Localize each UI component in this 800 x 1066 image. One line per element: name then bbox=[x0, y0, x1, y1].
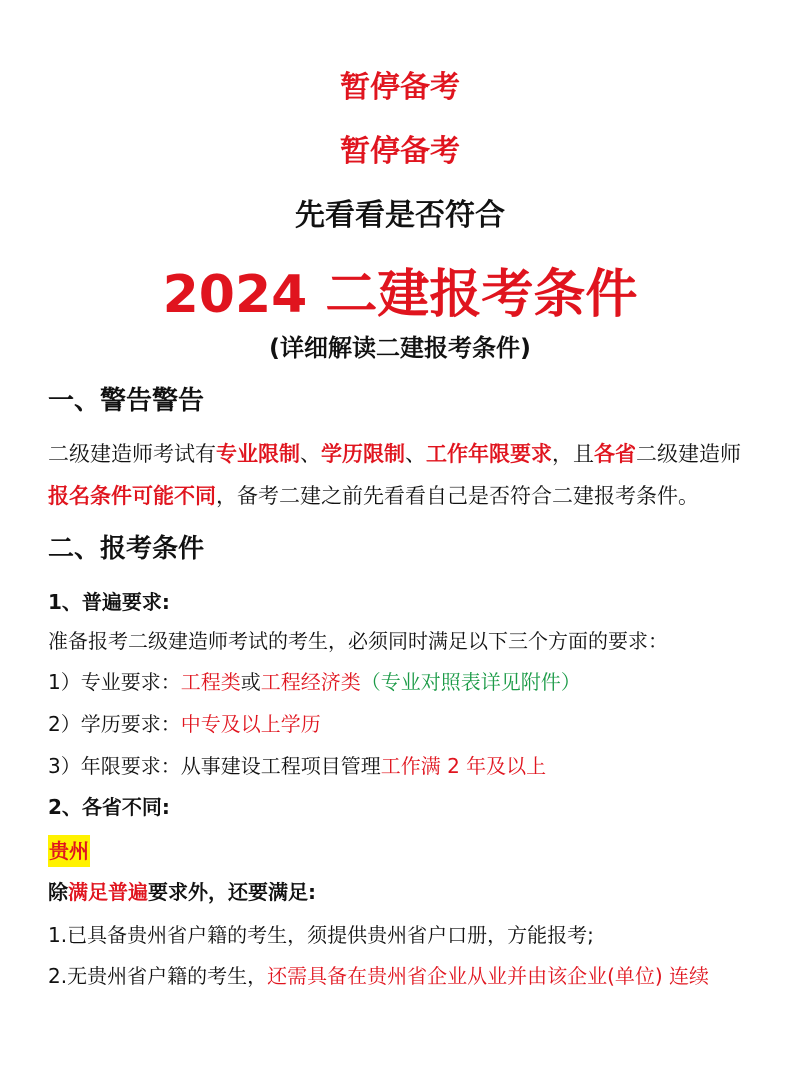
paragraph-line-2 bbox=[48, 480, 699, 510]
title-pause-2: 暂停备考 bbox=[340, 134, 460, 169]
subheading-province: 2、各省不同: bbox=[48, 795, 170, 819]
text: 、 bbox=[405, 442, 426, 466]
main-title: 2024 二建报考条件 bbox=[162, 265, 638, 325]
req-major bbox=[48, 666, 581, 695]
text: 二级建造师 bbox=[636, 442, 741, 466]
extra-item-1: 1.已具备贵州省户籍的考生，须提供贵州省户口册，方能报考; bbox=[48, 923, 594, 947]
title-pause-1: 暂停备考 bbox=[340, 70, 460, 105]
text: 3）年限要求：从事建设工程项目管理 bbox=[48, 754, 381, 778]
subheading-general: 1、普遍要求: bbox=[48, 590, 170, 614]
paragraph-line-1 bbox=[48, 438, 741, 468]
text: 2.无贵州省户籍的考生， bbox=[48, 964, 268, 988]
text: 或 bbox=[240, 670, 261, 694]
highlight: 报名条件可能不同 bbox=[48, 484, 216, 508]
highlight: 中专及以上学历 bbox=[180, 712, 321, 736]
text: 1）专业要求： bbox=[48, 670, 181, 694]
highlight: 学历限制 bbox=[321, 442, 405, 466]
text: 二级建造师考试有 bbox=[48, 442, 216, 466]
province-label bbox=[48, 835, 90, 864]
text: 要求外，还要满足: bbox=[148, 880, 316, 904]
province-highlight: 贵州 bbox=[48, 835, 90, 867]
req-years bbox=[48, 750, 546, 779]
title-check: 先看看是否符合 bbox=[295, 198, 505, 233]
general-intro: 准备报考二级建造师考试的考生，必须同时满足以下三个方面的要求： bbox=[48, 629, 668, 653]
highlight: 各省 bbox=[594, 442, 636, 466]
req-education bbox=[48, 708, 321, 737]
extra-item-2 bbox=[48, 960, 709, 989]
subtitle: (详细解读二建报考条件) bbox=[269, 334, 531, 362]
highlight: 满足普遍 bbox=[68, 880, 148, 904]
text: 除 bbox=[48, 880, 68, 904]
note: （专业对照表详见附件） bbox=[360, 670, 581, 694]
highlight: 工程类 bbox=[180, 670, 241, 694]
text: 2）学历要求： bbox=[48, 712, 181, 736]
extra-heading bbox=[48, 876, 316, 905]
highlight: 工程经济类 bbox=[260, 670, 361, 694]
text: 、 bbox=[300, 442, 321, 466]
highlight: 工作满 2 年及以上 bbox=[380, 754, 547, 778]
highlight: 还需具备在贵州省企业从业并由该企业(单位) 连续 bbox=[267, 964, 710, 988]
highlight: 工作年限要求 bbox=[426, 442, 552, 466]
section-heading-conditions: 二、报考条件 bbox=[48, 534, 205, 564]
text: ，备考二建之前先看看自己是否符合二建报考条件。 bbox=[216, 484, 699, 508]
text: ，且 bbox=[552, 442, 594, 466]
highlight: 专业限制 bbox=[216, 442, 300, 466]
section-heading-warning: 一、警告警告 bbox=[48, 386, 205, 416]
